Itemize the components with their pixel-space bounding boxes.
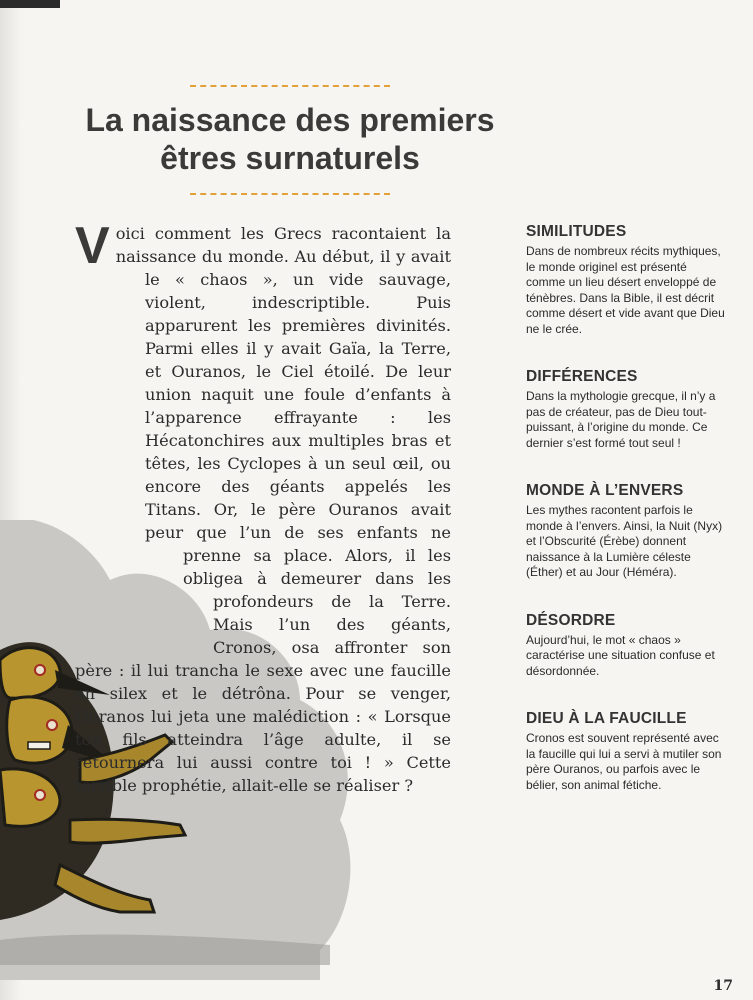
title-line-1: La naissance des premiers xyxy=(85,102,495,138)
title-block xyxy=(70,85,510,195)
sidebar-text: Dans la mythologie grecque, il n’y a pas de créateur, pas de Dieu tout-puissant, à l’origine du monde. Ce dernier s’est formé tout seul ! xyxy=(526,389,716,450)
drop-cap: V xyxy=(75,217,110,275)
creature-eye-2 xyxy=(47,720,57,730)
sidebar-title: DIEU À LA FAUCILLE xyxy=(526,710,687,727)
page-title xyxy=(70,101,510,177)
sidebar xyxy=(526,222,726,823)
creature-head-top xyxy=(0,648,60,699)
text-wrap-left-2 xyxy=(75,566,183,589)
creature-teeth xyxy=(28,742,50,749)
creature-eye-1 xyxy=(35,665,45,675)
sidebar-title: SIMILITUDES xyxy=(526,223,627,240)
top-edge-bar xyxy=(0,0,60,8)
sidebar-section-dieu-a-la-faucille xyxy=(526,709,726,793)
sidebar-section-similitudes xyxy=(526,222,726,337)
creature-eye-3 xyxy=(35,790,45,800)
sidebar-title: MONDE À L’ENVERS xyxy=(526,482,684,499)
body-paragraph: oici comment les Grecs racontaient la naissance du monde. Au début, il y avait le « chaos », un vide sauvage, violent, indescriptible. Puis apparurent les premières divinités. Parmi elles il y avait Gaïa, la Terre, et Ouranos, le Ciel étoilé. De leur union naquit une foule d’enfants à l’apparence effrayante : les Hécatonchires aux multiples bras et têtes, les Cyclopes à un seul œil, ou encore des géants appelés les Titans. Or, le père Ouranos avait peur que l’un de ses enfants ne prenne sa place. Alors, il les obligea à demeurer dans les profondeurs de la Terre. Mais l’un des géants, Cronos, osa affronter son père : il lui trancha le sexe avec une faucille en silex et le détrôna. Pour se venger, Ouranos lui jeta une malédiction : « Lorsque ton fils atteindra l’âge adulte, il se retournera lui aussi contre toi ! » Cette terrible prophétie, allait-elle se réaliser ? xyxy=(75,224,451,795)
sidebar-section-monde-a-l-envers xyxy=(526,481,726,581)
text-wrap-left-4 xyxy=(75,612,213,658)
sidebar-title: DIFFÉRENCES xyxy=(526,368,638,385)
sidebar-text: Dans de nombreux récits mythiques, le monde originel est présenté comme un lieu désert enveloppé de ténèbres. Dans la Bible, il est décrit comme désert et vide avant que Dieu ne le crée. xyxy=(526,244,725,336)
sidebar-title: DÉSORDRE xyxy=(526,611,616,629)
sidebar-section-desordre xyxy=(526,611,726,680)
title-top-divider xyxy=(190,85,390,87)
sidebar-section-differences xyxy=(526,367,726,451)
title-line-2: êtres surnaturels xyxy=(160,140,420,176)
page-number: 17 xyxy=(713,978,733,994)
title-bottom-divider xyxy=(190,193,390,195)
sidebar-text: Les mythes racontent parfois le monde à l’envers. Ainsi, la Nuit (Nyx) et l’Obscurité (Érèbe) donnent naissance à la Lumière céleste (Éther) et au Jour (Héméra). xyxy=(526,503,723,579)
text-wrap-left-3 xyxy=(75,589,183,612)
sidebar-text: Aujourd’hui, le mot « chaos » caractérise une situation confuse et désordonnée. xyxy=(526,632,715,678)
text-wrap-left-1 xyxy=(75,543,145,566)
sidebar-text: Cronos est souvent représenté avec la faucille qui lui a servi à mutiler son père Ouranos, ou parfois avec le bélier, son animal fétiche. xyxy=(526,731,722,792)
main-text xyxy=(75,217,451,797)
